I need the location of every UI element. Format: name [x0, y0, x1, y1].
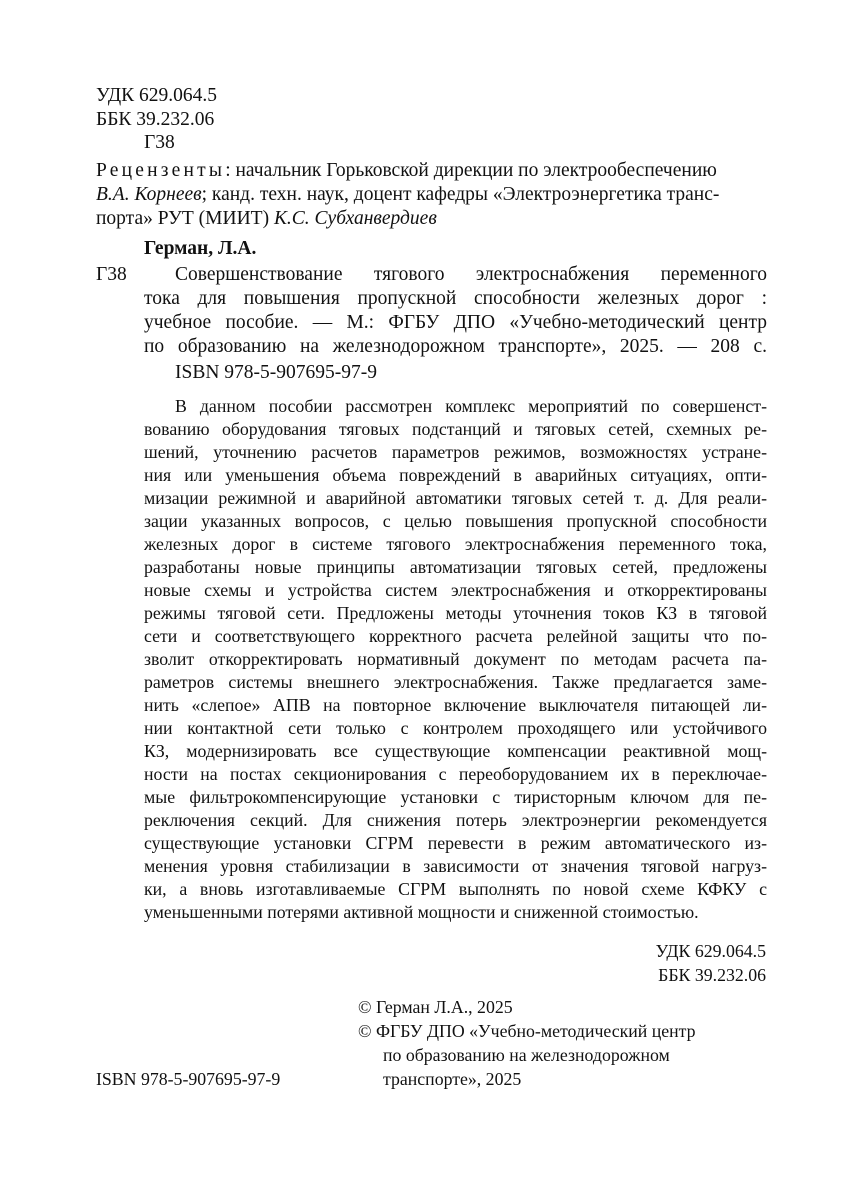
- copyright-publisher-3: транспорте», 2025: [383, 1069, 522, 1089]
- bib-line-3: учебное пособие. — М.: ФГБУ ДПО «Учебно-методический центр: [144, 312, 767, 333]
- abstract-line: сети и соответствующего корректного расчета релейной защиты что по-: [144, 626, 767, 646]
- copyright-publisher-1: © ФГБУ ДПО «Учебно-методический центр: [358, 1021, 696, 1041]
- reviewers-text-3: порта» РУТ (МИИТ): [96, 208, 274, 229]
- reviewer-name-1: В.А. Корнеев: [96, 184, 202, 205]
- abstract-line: нии контактной сети только с контролем проходящего или устойчивого: [144, 718, 767, 738]
- bib-line-1: Совершенствование тягового электроснабжения переменного: [175, 264, 767, 285]
- abstract-line: зволит откорректировать нормативный документ по методам расчета па-: [144, 649, 767, 669]
- abstract-line: шений, уточнению расчетов параметров режимов, возможностях устране-: [144, 442, 767, 462]
- reviewers-line-2: [96, 183, 719, 206]
- bib-line-4: по образованию на железнодорожном транспорте», 2025. — 208 с.: [144, 336, 767, 357]
- reviewer-name-2: К.С. Субханвердиев: [273, 208, 437, 229]
- abstract-line: разработаны новые принципы автоматизации тяговых сетей, предложены: [144, 557, 767, 577]
- reviewers-line-3: [96, 207, 437, 230]
- abstract-line: ки, а вновь изготавливаемые СГРМ выполнять по новой схеме КФКУ с: [144, 879, 767, 899]
- abstract-line: мые фильтрокомпенсирующие установки с тиристорным ключом для пе-: [144, 787, 767, 807]
- abstract-line: менения уровня стабилизации в зависимости от значения тяговой нагруз-: [144, 856, 767, 876]
- abstract-line: железных дорог в системе тягового электроснабжения переменного тока,: [144, 534, 767, 554]
- abstract-line: реключения секций. Для снижения потерь электроэнергии рекомендуется: [144, 810, 767, 830]
- abstract-line: КЗ, модернизировать все существующие компенсации реактивной мощ-: [144, 741, 767, 761]
- abstract-line: ния или уменьшения объема повреждений в аварийных ситуациях, опти-: [144, 465, 767, 485]
- abstract-line: нить «слепое» АПВ на повторное включение выключателя питающей ли-: [144, 695, 767, 715]
- footer-udk: УДК 629.064.5: [655, 941, 766, 961]
- abstract-line: зации указанных вопросов, с целью повышения пропускной способности: [144, 511, 767, 531]
- copyright-author: © Герман Л.А., 2025: [358, 997, 513, 1017]
- reviewers-label: Рецензенты: [96, 160, 226, 181]
- bib-author: Герман, Л.А.: [144, 238, 257, 259]
- bib-mark: Г38: [96, 264, 127, 285]
- reviewers-text-2: ; канд. техн. наук, доцент кафедры «Электроэнергетика транс-: [201, 184, 720, 205]
- footer-bbk: ББК 39.232.06: [658, 965, 766, 985]
- abstract-line: ности на постах секционирования с переоборудованием их в переключае-: [144, 764, 767, 784]
- abstract-line: В данном пособии рассмотрен комплекс мероприятий по совершенст-: [175, 396, 767, 416]
- copyright-publisher-2: по образованию на железнодорожном: [383, 1045, 670, 1065]
- abstract-line: уменьшенными потерями активной мощности и сниженной стоимостью.: [144, 902, 699, 922]
- bib-isbn: ISBN 978-5-907695-97-9: [175, 362, 378, 383]
- abstract-line: мизации режимной и аварийной автоматики тяговых сетей т. д. Для реали-: [144, 488, 767, 508]
- bbk-code: ББК 39.232.06: [96, 109, 215, 130]
- author-mark: Г38: [144, 132, 175, 153]
- reviewers-line-1: [96, 159, 717, 182]
- abstract-line: вованию оборудования тяговых подстанций и тяговых сетей, схемных ре-: [144, 419, 767, 439]
- abstract-line: существующие установки СГРМ перевести в режим автоматического из-: [144, 833, 767, 853]
- abstract-line: новые схемы и устройства систем электроснабжения и откорректированы: [144, 580, 767, 600]
- abstract-line: режимы тяговой сети. Предложены методы уточнения токов КЗ в тяговой: [144, 603, 767, 623]
- bib-line-2: тока для повышения пропускной способности железных дорог :: [144, 288, 767, 309]
- abstract-line: раметров системы внешнего электроснабжения. Также предлагается заме-: [144, 672, 767, 692]
- footer-isbn: ISBN 978-5-907695-97-9: [96, 1069, 281, 1089]
- udk-code: УДК 629.064.5: [96, 85, 218, 106]
- reviewers-text-1: : начальник Горьковской дирекции по электрообеспечению: [225, 160, 717, 181]
